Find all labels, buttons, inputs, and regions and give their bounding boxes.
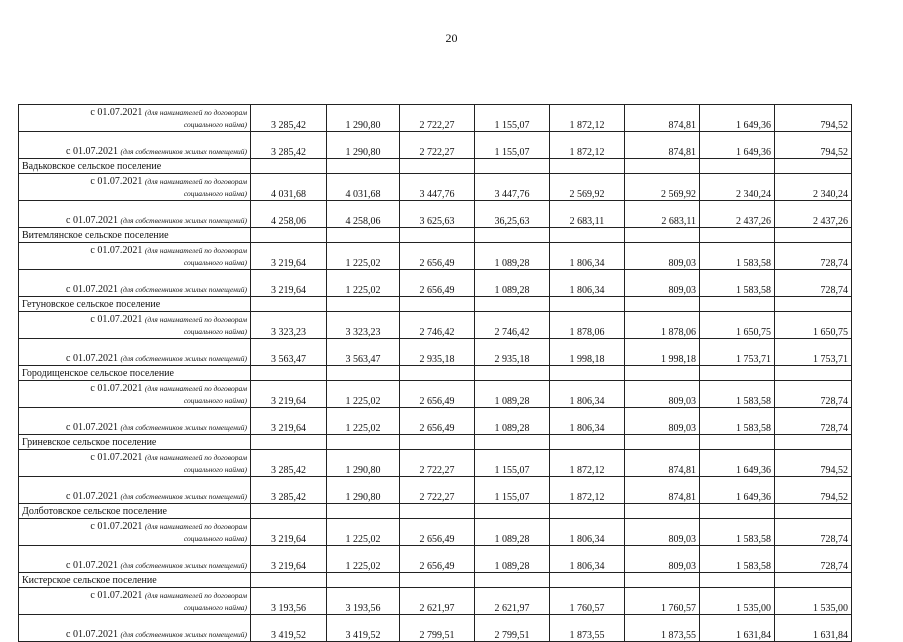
table-cell: 2 569,92 (550, 174, 625, 201)
table-cell: 1 583,58 (700, 408, 775, 435)
table-cell: 809,03 (625, 270, 700, 297)
table-cell: 3 285,42 (251, 132, 327, 159)
table-cell: 1 649,36 (700, 477, 775, 504)
table-cell: 2 935,18 (400, 339, 475, 366)
table-cell: 728,74 (775, 546, 852, 573)
table-cell: 809,03 (625, 408, 700, 435)
table-cell: 1 872,12 (550, 450, 625, 477)
table-cell: 4 258,06 (251, 201, 327, 228)
table-cell: 874,81 (625, 477, 700, 504)
empty-cell (400, 435, 475, 450)
row-detail: (для собственников жилых помещений) (120, 354, 247, 363)
empty-cell (327, 573, 400, 588)
table-cell: 1 155,07 (475, 132, 550, 159)
table-cell: 728,74 (775, 408, 852, 435)
empty-cell (475, 504, 550, 519)
table-cell: 1 873,55 (625, 615, 700, 642)
table-cell: 2 656,49 (400, 519, 475, 546)
table-cell: 1 806,34 (550, 381, 625, 408)
table-cell: 3 419,52 (327, 615, 400, 642)
table-row (19, 477, 852, 504)
table-cell: 1 225,02 (327, 519, 400, 546)
table-cell: 1 998,18 (625, 339, 700, 366)
table-cell: 3 193,56 (327, 588, 400, 615)
table-cell: 1 753,71 (700, 339, 775, 366)
table-cell: 2 656,49 (400, 381, 475, 408)
table-row (19, 546, 852, 573)
table-cell: 3 419,52 (251, 615, 327, 642)
table-cell: 1 535,00 (775, 588, 852, 615)
empty-cell (327, 504, 400, 519)
table-cell: 1 872,12 (550, 105, 625, 132)
empty-cell (700, 297, 775, 312)
row-label (19, 201, 251, 228)
empty-cell (775, 366, 852, 381)
table-cell: 2 656,49 (400, 270, 475, 297)
row-label (19, 546, 251, 573)
row-label (19, 243, 251, 270)
empty-cell (700, 228, 775, 243)
section-row (19, 504, 852, 519)
table-cell: 1 872,12 (550, 132, 625, 159)
table-cell: 1 650,75 (700, 312, 775, 339)
section-title: Вадьковское сельское поселение (19, 159, 251, 174)
table-cell: 2 746,42 (475, 312, 550, 339)
section-title: Долботовское сельское поселение (19, 504, 251, 519)
empty-cell (327, 228, 400, 243)
table-cell: 874,81 (625, 450, 700, 477)
table-cell: 1 225,02 (327, 546, 400, 573)
empty-cell (625, 573, 700, 588)
table-cell: 1 631,84 (775, 615, 852, 642)
table-cell: 1 806,34 (550, 243, 625, 270)
table-cell: 794,52 (775, 477, 852, 504)
empty-cell (775, 573, 852, 588)
section-row (19, 159, 852, 174)
table-cell: 1 806,34 (550, 408, 625, 435)
empty-cell (775, 159, 852, 174)
row-date: с 01.07.2021 (66, 146, 118, 157)
table-row (19, 450, 852, 477)
row-label (19, 339, 251, 366)
empty-cell (700, 435, 775, 450)
row-date: с 01.07.2021 (66, 284, 118, 295)
table-cell: 1 760,57 (550, 588, 625, 615)
table-cell: 2 683,11 (625, 201, 700, 228)
row-label (19, 381, 251, 408)
row-label (19, 105, 251, 132)
table-row (19, 132, 852, 159)
row-date: с 01.07.2021 (66, 215, 118, 226)
empty-cell (251, 366, 327, 381)
section-title: Гриневское сельское поселение (19, 435, 251, 450)
table-cell: 1 583,58 (700, 381, 775, 408)
row-detail: (для собственников жилых помещений) (120, 216, 247, 225)
table-cell: 3 625,63 (400, 201, 475, 228)
table-row (19, 243, 852, 270)
table-cell: 3 193,56 (251, 588, 327, 615)
tariff-table (18, 104, 852, 642)
row-date: с 01.07.2021 (90, 590, 143, 601)
empty-cell (475, 435, 550, 450)
row-detail: (для нанимателей по договорам (144, 315, 247, 324)
table-cell: 728,74 (775, 243, 852, 270)
row-detail: (для собственников жилых помещений) (120, 561, 247, 570)
table-row (19, 312, 852, 339)
table-cell: 1 290,80 (327, 105, 400, 132)
row-label (19, 408, 251, 435)
empty-cell (327, 366, 400, 381)
empty-cell (251, 504, 327, 519)
table-cell: 2 656,49 (400, 408, 475, 435)
empty-cell (775, 228, 852, 243)
table-cell: 794,52 (775, 105, 852, 132)
table-cell: 794,52 (775, 132, 852, 159)
empty-cell (251, 228, 327, 243)
table-row (19, 339, 852, 366)
table-cell: 4 258,06 (327, 201, 400, 228)
table-cell: 2 437,26 (700, 201, 775, 228)
empty-cell (625, 435, 700, 450)
empty-cell (550, 366, 625, 381)
row-label (19, 450, 251, 477)
table-cell: 1 225,02 (327, 381, 400, 408)
empty-cell (775, 297, 852, 312)
table-cell: 1 089,28 (475, 519, 550, 546)
row-detail-continued: социального найма) (183, 534, 247, 543)
row-date: с 01.07.2021 (90, 452, 143, 463)
table-cell: 2 799,51 (400, 615, 475, 642)
table-cell: 4 031,68 (251, 174, 327, 201)
table-cell: 1 155,07 (475, 105, 550, 132)
row-detail: (для собственников жилых помещений) (120, 423, 247, 432)
row-date: с 01.07.2021 (90, 521, 143, 532)
row-label (19, 270, 251, 297)
row-detail: (для собственников жилых помещений) (120, 630, 247, 639)
empty-cell (327, 159, 400, 174)
row-detail-continued: социального найма) (183, 396, 247, 405)
table-cell: 2 656,49 (400, 546, 475, 573)
row-detail: (для нанимателей по договорам (144, 591, 247, 600)
table-row (19, 105, 852, 132)
table-cell: 3 447,76 (475, 174, 550, 201)
row-detail: (для нанимателей по договорам (144, 522, 247, 531)
empty-cell (700, 504, 775, 519)
table-cell: 1 535,00 (700, 588, 775, 615)
table-cell: 1 225,02 (327, 408, 400, 435)
table-row (19, 519, 852, 546)
section-title: Городищенское сельское поселение (19, 366, 251, 381)
table-cell: 36,25,63 (475, 201, 550, 228)
empty-cell (475, 159, 550, 174)
table-cell: 1 290,80 (327, 477, 400, 504)
table-cell: 809,03 (625, 519, 700, 546)
table-cell: 794,52 (775, 450, 852, 477)
row-label (19, 174, 251, 201)
row-detail: (для нанимателей по договорам (144, 177, 247, 186)
empty-cell (400, 228, 475, 243)
empty-cell (400, 297, 475, 312)
section-title: Гетуновское сельское поселение (19, 297, 251, 312)
table-cell: 728,74 (775, 381, 852, 408)
empty-cell (400, 573, 475, 588)
table-cell: 1 872,12 (550, 477, 625, 504)
table-cell: 1 225,02 (327, 270, 400, 297)
table-row (19, 588, 852, 615)
empty-cell (327, 297, 400, 312)
table-cell: 1 760,57 (625, 588, 700, 615)
table-cell: 3 285,42 (251, 450, 327, 477)
section-title: Витемлянское сельское поселение (19, 228, 251, 243)
table-row (19, 201, 852, 228)
row-date: с 01.07.2021 (66, 560, 118, 571)
table-cell: 3 285,42 (251, 477, 327, 504)
table-cell: 1 155,07 (475, 477, 550, 504)
row-label (19, 312, 251, 339)
row-detail: (для собственников жилых помещений) (120, 285, 247, 294)
empty-cell (700, 366, 775, 381)
table-cell: 2 799,51 (475, 615, 550, 642)
section-title: Кистерское сельское поселение (19, 573, 251, 588)
table-cell: 1 089,28 (475, 546, 550, 573)
table-cell: 3 219,64 (251, 243, 327, 270)
row-label (19, 477, 251, 504)
table-row (19, 174, 852, 201)
table-cell: 1 806,34 (550, 546, 625, 573)
empty-cell (700, 159, 775, 174)
table-cell: 2 722,27 (400, 132, 475, 159)
section-row (19, 435, 852, 450)
row-detail-continued: социального найма) (183, 327, 247, 336)
row-detail-continued: социального найма) (183, 603, 247, 612)
table-cell: 1 089,28 (475, 408, 550, 435)
table-cell: 3 285,42 (251, 105, 327, 132)
table-cell: 728,74 (775, 270, 852, 297)
table-cell: 2 746,42 (400, 312, 475, 339)
table-cell: 2 722,27 (400, 105, 475, 132)
table-cell: 2 683,11 (550, 201, 625, 228)
empty-cell (625, 228, 700, 243)
empty-cell (700, 573, 775, 588)
table-cell: 2 621,97 (400, 588, 475, 615)
table-cell: 4 031,68 (327, 174, 400, 201)
table-cell: 809,03 (625, 243, 700, 270)
table-cell: 874,81 (625, 132, 700, 159)
row-date: с 01.07.2021 (90, 176, 143, 187)
table-cell: 1 583,58 (700, 243, 775, 270)
empty-cell (251, 159, 327, 174)
table-cell: 1 155,07 (475, 450, 550, 477)
page-number: 20 (445, 31, 458, 45)
table-cell: 1 290,80 (327, 450, 400, 477)
empty-cell (400, 504, 475, 519)
empty-cell (550, 297, 625, 312)
empty-cell (327, 435, 400, 450)
table-cell: 1 583,58 (700, 519, 775, 546)
table-row (19, 270, 852, 297)
table-cell: 3 219,64 (251, 546, 327, 573)
table-cell: 2 722,27 (400, 477, 475, 504)
row-detail: (для собственников жилых помещений) (120, 147, 247, 156)
table-cell: 3 323,23 (251, 312, 327, 339)
table-cell: 2 437,26 (775, 201, 852, 228)
empty-cell (775, 435, 852, 450)
table-cell: 1 089,28 (475, 243, 550, 270)
table-cell: 1 583,58 (700, 546, 775, 573)
row-detail: (для нанимателей по договорам (144, 246, 247, 255)
table-cell: 2 340,24 (700, 174, 775, 201)
table-cell: 2 935,18 (475, 339, 550, 366)
empty-cell (625, 297, 700, 312)
row-detail: (для нанимателей по договорам (144, 453, 247, 462)
table-cell: 3 219,64 (251, 381, 327, 408)
section-row (19, 297, 852, 312)
table-cell: 1 998,18 (550, 339, 625, 366)
section-row (19, 228, 852, 243)
table-cell: 809,03 (625, 546, 700, 573)
row-label (19, 588, 251, 615)
table-cell: 1 089,28 (475, 270, 550, 297)
table-cell: 1 753,71 (775, 339, 852, 366)
row-date: с 01.07.2021 (66, 353, 118, 364)
table-row (19, 408, 852, 435)
empty-cell (400, 159, 475, 174)
table-cell: 1 631,84 (700, 615, 775, 642)
table-row (19, 615, 852, 642)
empty-cell (475, 297, 550, 312)
empty-cell (251, 297, 327, 312)
table-cell: 1 878,06 (625, 312, 700, 339)
empty-cell (400, 366, 475, 381)
row-date: с 01.07.2021 (66, 491, 118, 502)
table-cell: 3 219,64 (251, 408, 327, 435)
row-date: с 01.07.2021 (90, 383, 143, 394)
table-cell: 3 323,23 (327, 312, 400, 339)
row-label (19, 615, 251, 642)
table-cell: 3 563,47 (327, 339, 400, 366)
table-cell: 1 649,36 (700, 132, 775, 159)
row-label (19, 132, 251, 159)
row-detail: (для нанимателей по договорам (144, 384, 247, 393)
table-cell: 1 873,55 (550, 615, 625, 642)
empty-cell (625, 366, 700, 381)
table-cell: 728,74 (775, 519, 852, 546)
table-cell: 2 621,97 (475, 588, 550, 615)
empty-cell (550, 159, 625, 174)
empty-cell (550, 573, 625, 588)
table-cell: 874,81 (625, 105, 700, 132)
table-cell: 1 089,28 (475, 381, 550, 408)
empty-cell (475, 228, 550, 243)
row-detail-continued: социального найма) (183, 120, 247, 129)
table-cell: 3 219,64 (251, 270, 327, 297)
row-date: с 01.07.2021 (90, 245, 143, 256)
row-detail: (для собственников жилых помещений) (120, 492, 247, 501)
row-date: с 01.07.2021 (90, 107, 143, 118)
table-cell: 3 563,47 (251, 339, 327, 366)
table-cell: 1 290,80 (327, 132, 400, 159)
table-cell: 1 649,36 (700, 450, 775, 477)
table-cell: 1 806,34 (550, 270, 625, 297)
table-cell: 2 340,24 (775, 174, 852, 201)
table-cell: 1 649,36 (700, 105, 775, 132)
table-cell: 1 583,58 (700, 270, 775, 297)
section-row (19, 366, 852, 381)
row-date: с 01.07.2021 (90, 314, 143, 325)
row-date: с 01.07.2021 (66, 422, 118, 433)
table-cell: 2 656,49 (400, 243, 475, 270)
empty-cell (550, 504, 625, 519)
empty-cell (550, 435, 625, 450)
row-detail-continued: социального найма) (183, 465, 247, 474)
row-detail-continued: социального найма) (183, 258, 247, 267)
table-row (19, 381, 852, 408)
table-cell: 2 569,92 (625, 174, 700, 201)
section-row (19, 573, 852, 588)
empty-cell (775, 504, 852, 519)
empty-cell (475, 573, 550, 588)
table-cell: 1 225,02 (327, 243, 400, 270)
empty-cell (251, 573, 327, 588)
table-cell: 2 722,27 (400, 450, 475, 477)
table-cell: 1 878,06 (550, 312, 625, 339)
table-cell: 3 447,76 (400, 174, 475, 201)
empty-cell (550, 228, 625, 243)
table-cell: 1 806,34 (550, 519, 625, 546)
empty-cell (251, 435, 327, 450)
table-cell: 3 219,64 (251, 519, 327, 546)
empty-cell (625, 159, 700, 174)
table-cell: 809,03 (625, 381, 700, 408)
row-detail: (для нанимателей по договорам (144, 108, 247, 117)
empty-cell (475, 366, 550, 381)
row-date: с 01.07.2021 (66, 629, 118, 640)
empty-cell (625, 504, 700, 519)
row-detail-continued: социального найма) (183, 189, 247, 198)
row-label (19, 519, 251, 546)
table-cell: 1 650,75 (775, 312, 852, 339)
